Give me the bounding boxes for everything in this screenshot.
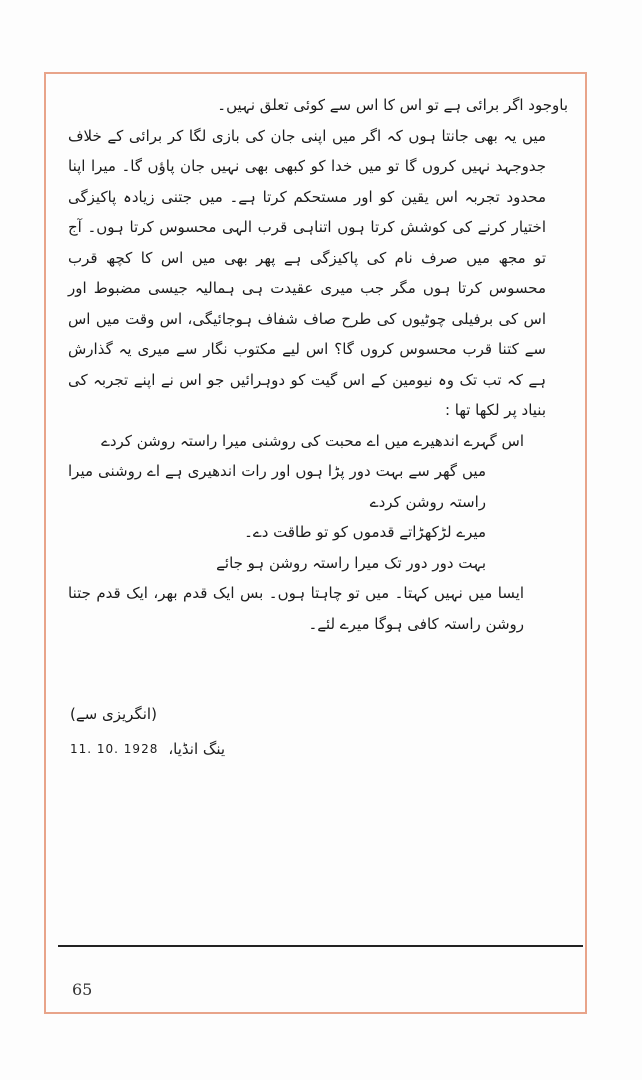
source-citation	[70, 740, 225, 758]
poem	[68, 426, 568, 640]
poem-line: ایسا میں نہیں کہتا۔ میں تو چاہتا ہوں۔ بس ایک قدم بھر، ایک قدم جتنا روشن راستہ کافی ہوگا میرے لئے۔	[68, 584, 524, 633]
footer-rule	[58, 945, 583, 947]
translation-note: (انگریزی سے)	[70, 705, 157, 723]
poem-line: میرے لڑکھڑاتے قدموں کو تو طاقت دے۔	[244, 523, 486, 541]
page-number: 65	[72, 980, 93, 999]
body-text	[68, 90, 568, 639]
paragraph: باوجود اگر برائی ہے تو اس کا اس سے کوئی تعلق نہیں۔	[217, 96, 568, 114]
poem-line: میں گھر سے بہت دور پڑا ہوں اور رات اندھیری ہے اے روشنی میرا راستہ روشن کردے	[68, 462, 486, 511]
poem-line: اس گہرے اندھیرے میں اے محبت کی روشنی میرا راستہ روشن کردے	[101, 431, 524, 450]
source-name: ینگ انڈیا،	[168, 740, 226, 758]
poem-line: بہت دور دور تک میرا راستہ روشن ہو جائے	[216, 553, 486, 572]
paragraph: میں یہ بھی جانتا ہوں کہ اگر میں اپنی جان کی بازی لگا کر برائی کے خلاف جدوجہد نہیں کروں گا تو میں خدا کو کبھی بھی نہیں جان پاؤں گا۔ میرا اپنا محدود تجربہ اس یقین کو اور مستحکم کرتا ہے۔ میں جتنی زیادہ پاکیزگی اختیار کرنے کی کوشش کرتا ہوں اتناہی قرب الہی محسوس کرتا ہوں۔ آج تو مجھ میں صرف نام کی پاکیزگی ہے پھر بھی میں اس کا کچھ قرب محسوس کرتا ہوں مگر جب میری عقیدت ہی ہمالیہ جیسی مضبوط اور اس کی برفیلی چوٹیوں کی طرح صاف شفاف ہوجائیگی، اس وقت میں اس سے کتنا قرب محسوس کروں گا؟ اس لیے مکتوب نگار سے میری یہ گذارش ہے کہ تب تک وہ نیومین کے اس گیت کو دوہرائیں جو اس نے اپنے تجربہ کی بنیاد پر لکھا تھا :	[68, 126, 546, 419]
source-date: 11. 10. 1928	[70, 742, 159, 756]
